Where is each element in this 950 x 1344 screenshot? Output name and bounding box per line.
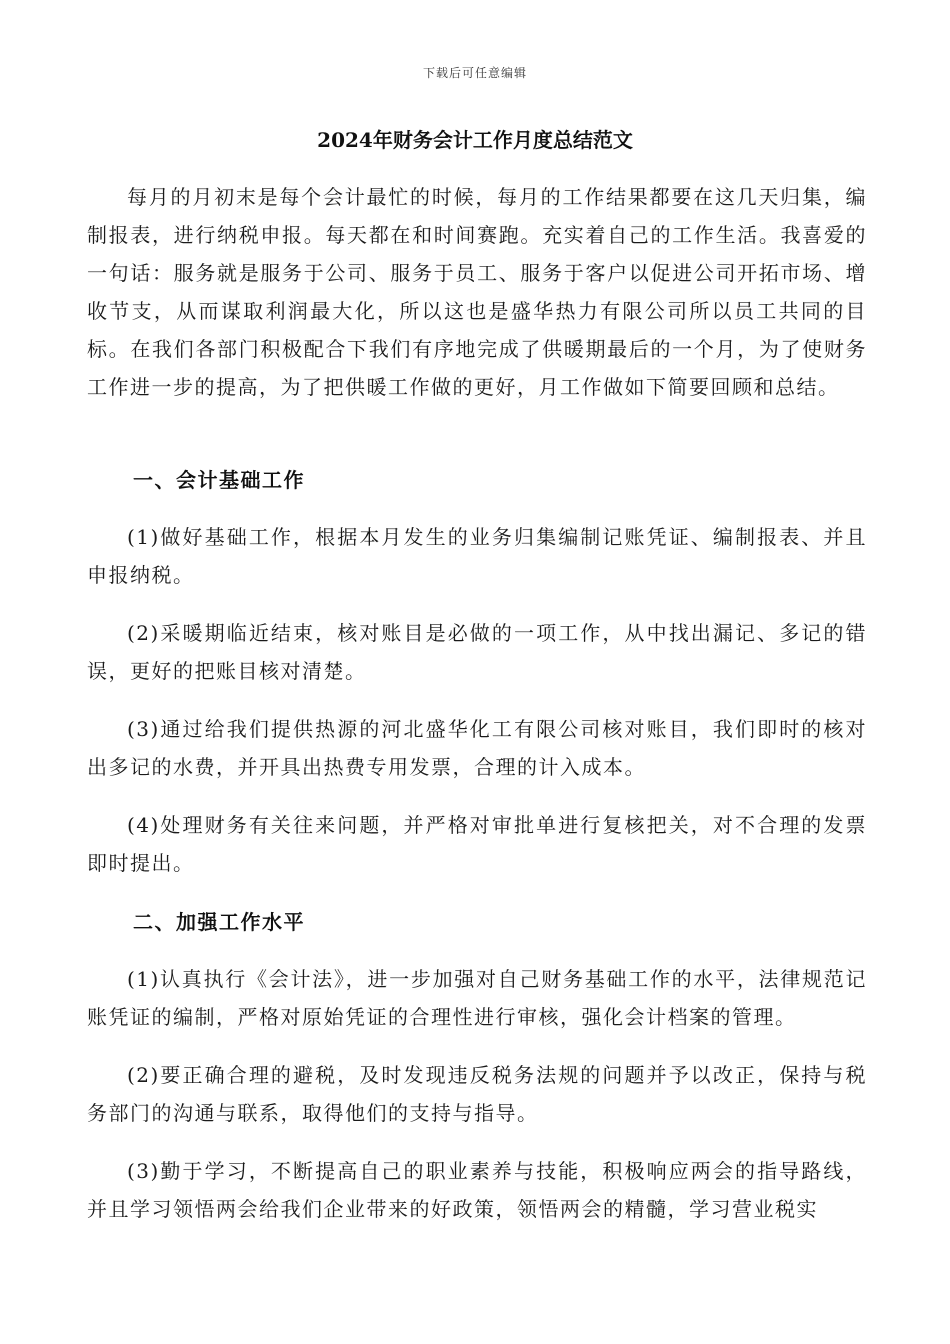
section-2-item-3: (3)勤于学习，不断提高自己的职业素养与技能，积极响应两会的指导路线，并且学习领悟两会给我们企业带来的好政策，领悟两会的精髓，学习营业税实 [87,1159,867,1221]
section-2-item-2: (2)要正确合理的避税，及时发现违反税务法规的问题并予以改正，保持与税务部门的沟通与联系，取得他们的支持与指导。 [87,1063,867,1125]
header-note: 下载后可任意编辑 [422,66,527,80]
section-heading-1: 一、会计基础工作 [133,468,305,492]
section-1-item-1: (1)做好基础工作，根据本月发生的业务归集编制记账凭证、编制报表、并且申报纳税。 [87,525,867,587]
document-title: 2024年财务会计工作月度总结范文 [317,128,633,152]
section-2-item-1: (1)认真执行《会计法》，进一步加强对自己财务基础工作的水平，法律规范记账凭证的编制，严格对原始凭证的合理性进行审核，强化会计档案的管理。 [87,967,867,1029]
section-1-item-4: (4)处理财务有关往来问题，并严格对审批单进行复核把关，对不合理的发票即时提出。 [87,813,867,875]
intro-paragraph: 每月的月初末是每个会计最忙的时候，每月的工作结果都要在这几天归集，编制报表，进行纳税申报。每天都在和时间赛跑。充实着自己的工作生活。我喜爱的一句话：服务就是服务于公司、服务于员工、服务于客户以促进公司开拓市场、增收节支，从而谋取利润最大化，所以这也是盛华热力有限公司所以员工共同的目标。在我们各部门积极配合下我们有序地完成了供暖期最后的一个月，为了使财务工作进一步的提高，为了把供暖工作做的更好，月工作做如下简要回顾和总结。 [87,185,867,399]
section-1-item-2: (2)采暖期临近结束，核对账目是必做的一项工作，从中找出漏记、多记的错误，更好的把账目核对清楚。 [87,621,867,683]
section-heading-2: 二、加强工作水平 [133,910,305,934]
section-1-item-3: (3)通过给我们提供热源的河北盛华化工有限公司核对账目，我们即时的核对出多记的水费，并开具出热费专用发票，合理的计入成本。 [87,717,867,779]
